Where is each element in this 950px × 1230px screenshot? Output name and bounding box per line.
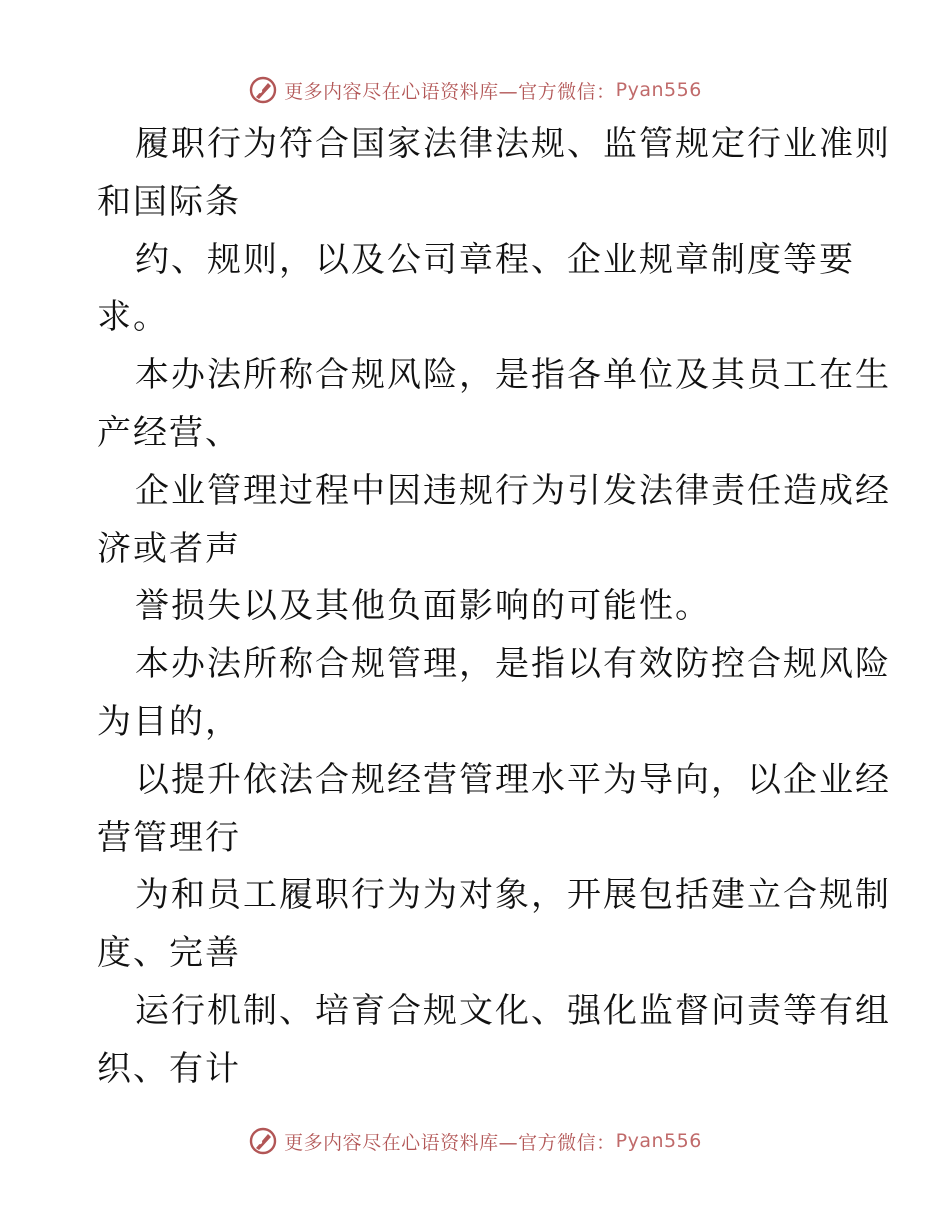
- text-line: 为和员工履职行为为对象，开展包括建立合规制: [135, 875, 891, 916]
- text-line: 求。: [97, 297, 169, 338]
- document-body: [97, 116, 891, 1099]
- watermark-handle: Pyan556: [615, 79, 702, 101]
- text-line: 运行机制、培育合规文化、强化监督问责等有组: [135, 990, 891, 1031]
- text-line: 度、完善: [97, 933, 241, 974]
- text-line: 产经营、: [97, 412, 241, 453]
- text-line: 誉损失以及其他负面影响的可能性。: [135, 586, 711, 627]
- text-line: 为目的，: [97, 701, 241, 742]
- text-line: 济或者声: [97, 528, 241, 569]
- pen-logo-icon: [248, 75, 278, 105]
- watermark-footer: [0, 1123, 950, 1159]
- text-line: 企业管理过程中因违规行为引发法律责任造成经: [135, 470, 891, 511]
- watermark-header: [0, 72, 950, 108]
- text-line: 履职行为符合国家法律法规、监管规定行业准则: [135, 124, 891, 164]
- text-line: 织、有计: [97, 1048, 241, 1089]
- text-line: 本办法所称合规管理，是指以有效防控合规风险: [135, 644, 891, 685]
- text-line: 约、规则，以及公司章程、企业规章制度等要: [135, 239, 855, 280]
- text-line: 本办法所称合规风险，是指各单位及其员工在生: [135, 355, 891, 396]
- text-line: 营管理行: [97, 817, 241, 858]
- pen-logo-icon: [248, 1126, 278, 1156]
- text-line: 以提升依法合规经营管理水平为导向，以企业经: [135, 759, 891, 800]
- text-line: 和国际条: [97, 181, 241, 222]
- watermark-text: 更多内容尽在心语资料库—官方微信：: [284, 80, 616, 103]
- watermark-handle: Pyan556: [615, 1130, 702, 1152]
- watermark-text: 更多内容尽在心语资料库—官方微信：: [284, 1131, 616, 1154]
